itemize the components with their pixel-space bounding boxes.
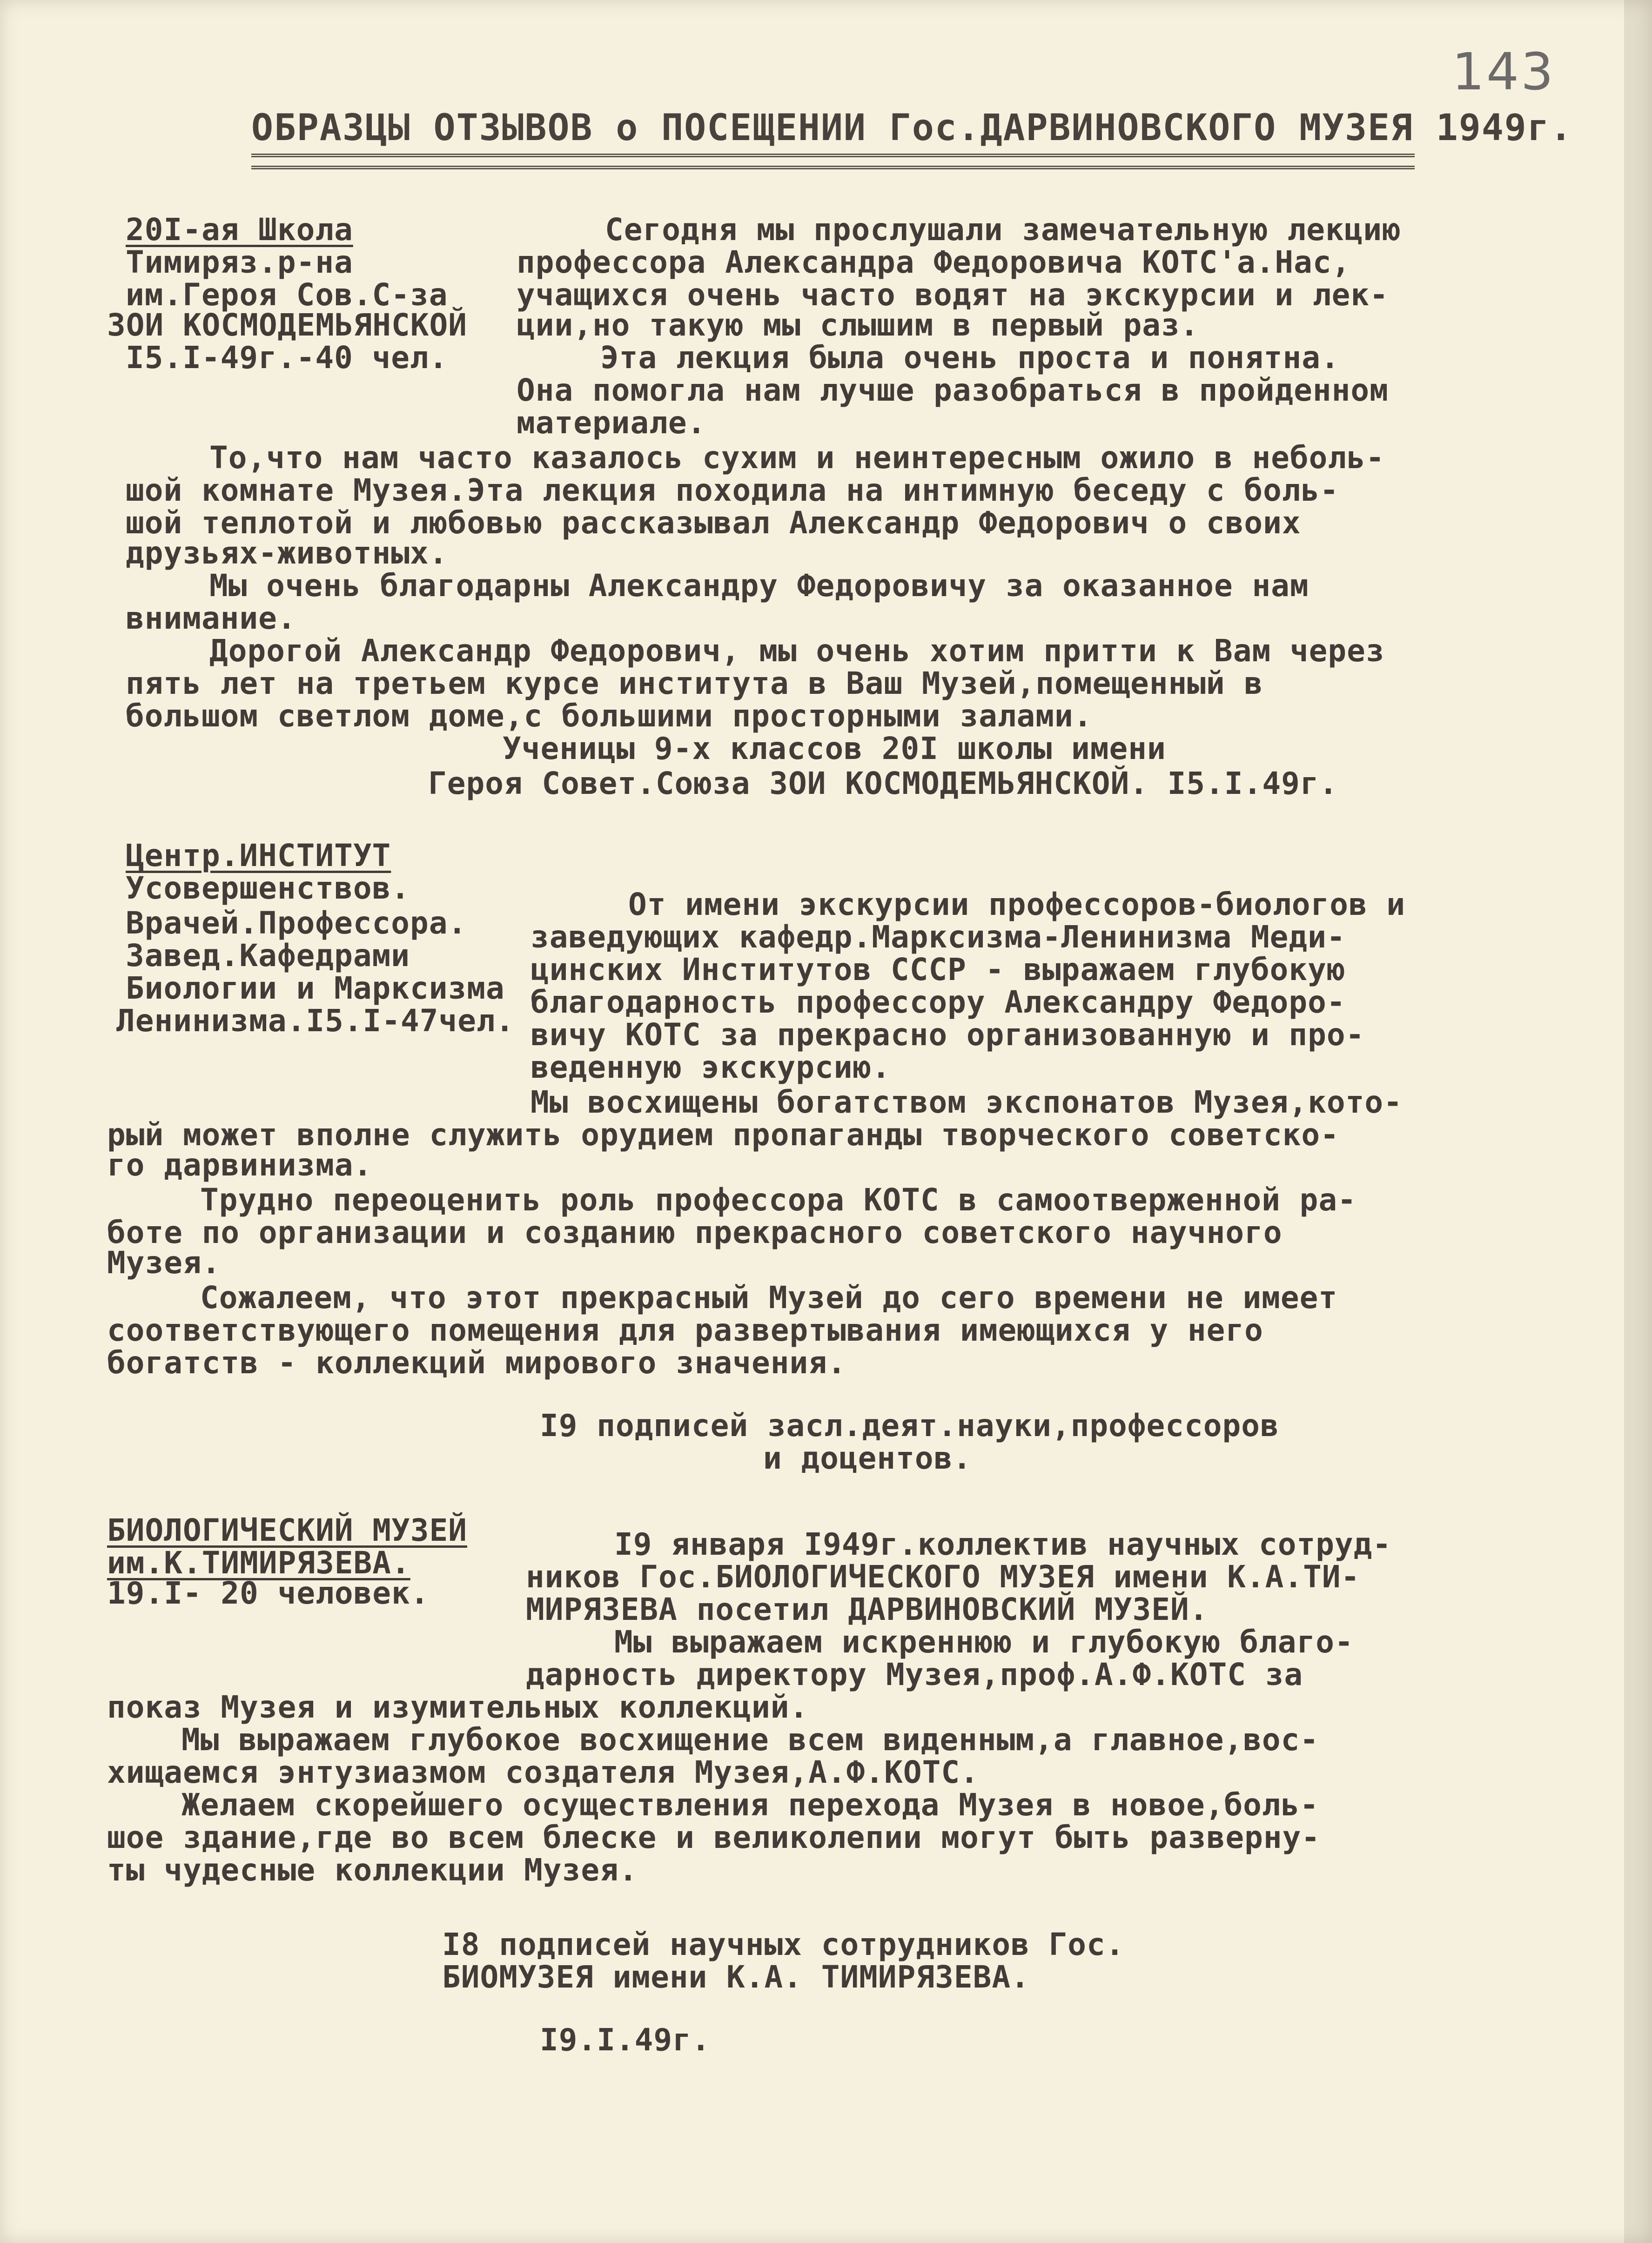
section-2-body-line: богатств - коллекций мирового значения.	[107, 1345, 846, 1381]
section-2-body-line: Музея.	[107, 1245, 221, 1281]
section-1-margin-line: им.Героя Сов.С-за	[126, 277, 448, 313]
section-2-body-line: Мы восхищены богатством экспонатов Музея,кото-	[531, 1084, 1403, 1120]
section-1-body-line: ции,но такую мы слышим в первый раз.	[517, 307, 1199, 343]
section-3-signature-line: БИОМУЗЕЯ имени К.А. ТИМИРЯЗЕВА.	[442, 1959, 1030, 1995]
section-1-body-line: Мы очень благодарны Александру Федоровичу за оказанное нам	[209, 568, 1309, 604]
section-2-heading: Центр.ИНСТИТУТ	[126, 838, 391, 873]
section-1-margin-line: ЗОИ КОСМОДЕМЬЯНСКОЙ	[107, 307, 467, 343]
section-3-signature-line: I8 подписей научных сотрудников Гос.	[442, 1927, 1125, 1962]
section-3-margin-line: 19.I- 20 человек.	[107, 1575, 430, 1611]
section-2-body-line: вичу КОТС за прекрасно организованную и про-	[531, 1017, 1365, 1053]
section-1-body-line: большом светлом доме,с большими просторными залами.	[126, 698, 1093, 734]
section-1-signature-line: Ученицы 9-х классов 20I школы имени	[503, 731, 1166, 766]
section-3-body-line: I9 января I949г.коллектив научных сотруд-	[614, 1526, 1392, 1562]
section-3-body-line: дарность директору Музея,проф.А.Ф.КОТС за	[526, 1657, 1303, 1692]
section-2-margin-line: Биологии и Марксизма	[126, 970, 505, 1006]
section-2-body-line: Трудно переоценить роль профессора КОТС в самоотверженной ра-	[200, 1182, 1357, 1218]
section-1-heading: 20I-ая Школа	[126, 212, 353, 248]
section-1-margin-line: Тимиряз.р-на	[126, 244, 353, 280]
section-1-body-line: Она помогла нам лучше разобраться в пройденном	[517, 372, 1389, 408]
section-1-body-line: Дорогой Александр Федорович, мы очень хотим притти к Вам через	[209, 633, 1385, 669]
section-2-body-line: рый может вполне служить орудием пропаганды творческого советско-	[107, 1117, 1339, 1153]
section-2-body-line: благодарность профессору Александру Федоро-	[531, 984, 1346, 1020]
title-double-rule	[251, 154, 1415, 169]
section-3-body-line: ты чудесные коллекции Музея.	[107, 1852, 638, 1888]
page-title: ОБРАЗЦЫ ОТЗЫВОВ о ПОСЕЩЕНИИ Гос.ДАРВИНОВСКОГО МУЗЕЯ 1949г.	[251, 107, 1573, 149]
section-2-body-line: заведующих кафедр.Марксизма-Ленинизма Меди-	[531, 919, 1346, 955]
section-1-body-line: пять лет на третьем курсе института в Ваш Музей,помещенный в	[126, 665, 1263, 701]
section-3-body-line: Мы выражаем глубокое восхищение всем виденным,а главное,вос-	[181, 1722, 1319, 1758]
section-2-body-line: От имени экскурсии профессоров-биологов и	[628, 886, 1406, 922]
section-1-body-line: материале.	[517, 405, 706, 441]
section-1-body-line: Эта лекция была очень проста и понятна.	[600, 340, 1340, 376]
folio-number: 143	[1452, 42, 1555, 101]
section-1-body-line: друзьях-животных.	[126, 535, 448, 571]
page-edge	[1624, 0, 1652, 2243]
section-2-body-line: го дарвинизма.	[107, 1147, 373, 1183]
section-2-margin-line: Усовершенствов.	[126, 870, 410, 906]
section-3-body-line: ников Гос.БИОЛОГИЧЕСКОГО МУЗЕЯ имени К.А.ТИ-	[526, 1559, 1360, 1595]
section-2-body-line: цинских Институтов СССР - выражаем глубокую	[531, 952, 1346, 987]
section-3-body-line: МИРЯЗЕВА посетил ДАРВИНОВСКИЙ МУЗЕЙ.	[526, 1592, 1209, 1627]
section-2-body-line: веденную экскурсию.	[531, 1049, 891, 1085]
section-1-body-line: профессора Александра Федоровича КОТС'а.Нас,	[517, 244, 1351, 280]
section-3-body-line: Желаем скорейшего осуществления перехода Музея в новое,боль-	[181, 1787, 1319, 1823]
section-2-body-line: Сожалеем, что этот прекрасный Музей до сего времени не имеет	[200, 1280, 1338, 1316]
section-3-body-line: Мы выражаем искреннюю и глубокую благо-	[614, 1624, 1354, 1660]
section-1-signature-line: Героя Совет.Союза ЗОИ КОСМОДЕМЬЯНСКОЙ. I5.I.49г.	[428, 766, 1338, 801]
section-1-body-line: шой теплотой и любовью рассказывал Александр Федорович о своих	[126, 505, 1301, 541]
section-1-body-line: внимание.	[126, 600, 296, 636]
section-1-body-line: учащихся очень часто водят на экскурсии и лек-	[517, 277, 1389, 313]
section-3-heading: БИОЛОГИЧЕСКИЙ МУЗЕЙ	[107, 1512, 467, 1548]
section-1-body-line: Сегодня мы прослушали замечательную лекцию	[605, 212, 1401, 248]
section-3-margin-line: им.К.ТИМИРЯЗЕВА.	[107, 1545, 410, 1581]
section-1-body-line: То,что нам часто казалось сухим и неинтересным ожило в неболь-	[209, 440, 1385, 476]
section-3-body-line: шое здание,где во всем блеске и великолепии могут быть разверну-	[107, 1820, 1321, 1855]
section-1-body-line: шой комнате Музея.Эта лекция походила на интимную беседу с боль-	[126, 472, 1339, 508]
section-1-margin-line: I5.I-49г.-40 чел.	[126, 340, 448, 376]
section-2-margin-line: Ленинизма.I5.I-47чел.	[116, 1003, 515, 1039]
section-2-margin-line: Завед.Кафедрами	[126, 938, 410, 974]
section-2-signature-line: и доцентов.	[763, 1440, 972, 1476]
section-2-body-line: боте по организации и созданию прекрасного советского научного	[107, 1215, 1283, 1250]
section-3-date: I9.I.49г.	[540, 2022, 711, 2058]
section-2-signature-line: I9 подписей засл.деят.науки,профессоров	[540, 1408, 1279, 1444]
section-2-margin-line: Врачей.Профессора.	[126, 905, 467, 941]
section-2-body-line: соответствующего помещения для развертывания имеющихся у него	[107, 1312, 1263, 1348]
section-3-body-line: хищаемся энтузиазмом создателя Музея,А.Ф.КОТС.	[107, 1754, 979, 1790]
section-3-body-line: показ Музея и изумительных коллекций.	[107, 1689, 809, 1725]
